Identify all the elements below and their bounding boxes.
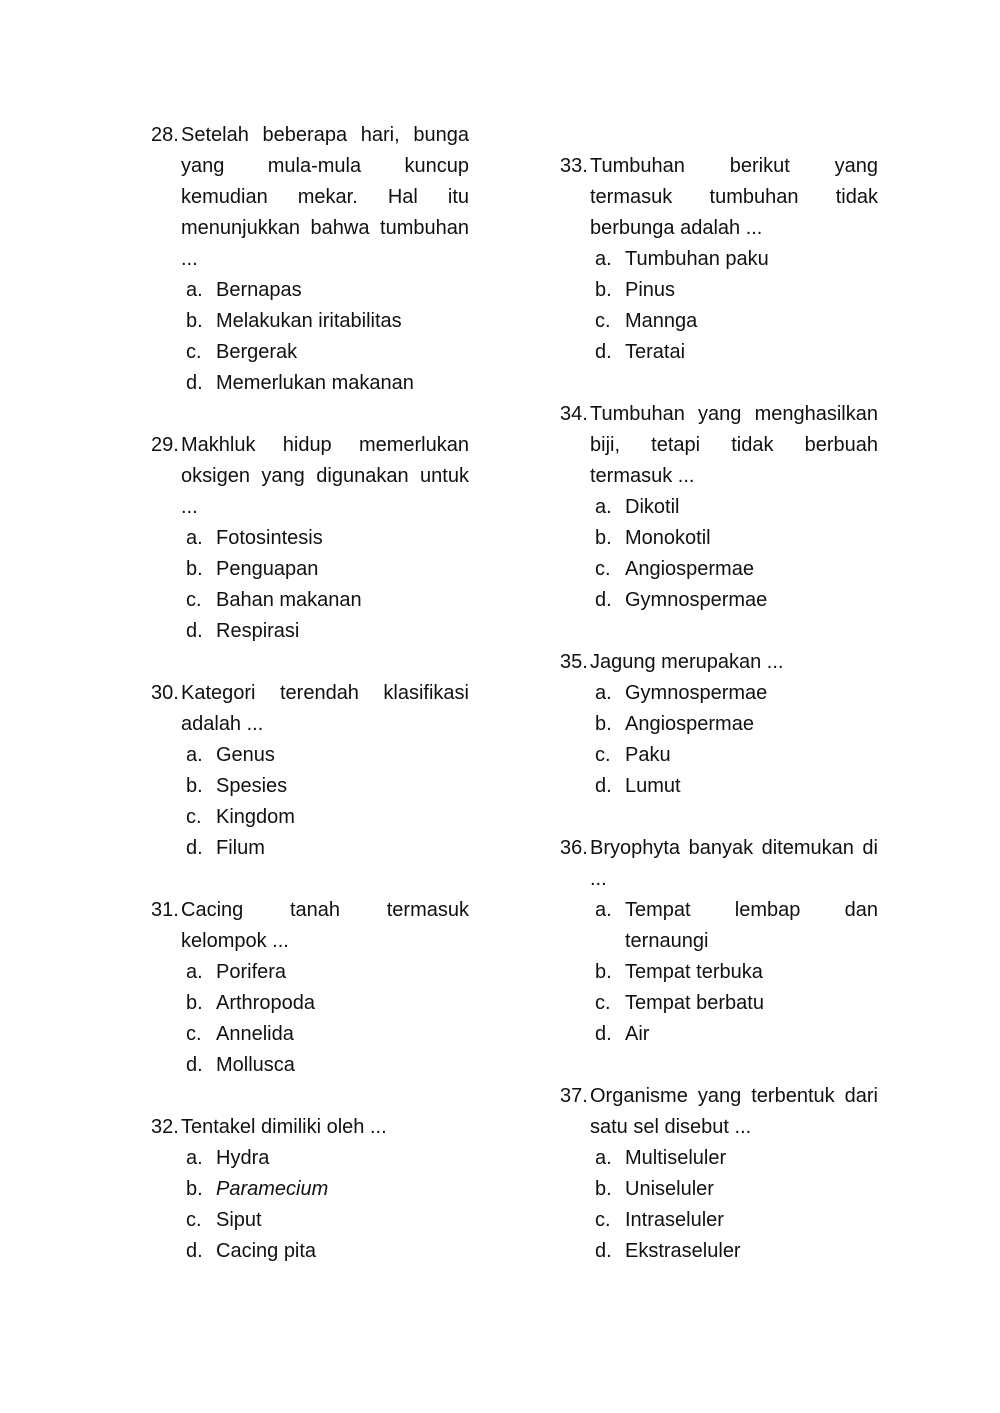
question-text: Bryophyta banyak ditemukan di ... <box>590 837 878 890</box>
question-text-row <box>560 833 878 895</box>
question-number: 33. <box>560 155 588 177</box>
question-text-row <box>151 678 469 740</box>
option-text: Mannga <box>625 310 698 332</box>
option-letter: a. <box>186 961 203 983</box>
question-number: 28. <box>151 124 179 146</box>
answer-option <box>595 275 878 306</box>
answer-option <box>186 988 469 1019</box>
answer-option <box>595 709 878 740</box>
answer-option <box>186 306 469 337</box>
option-letter: b. <box>186 1178 203 1200</box>
option-letter: d. <box>595 589 612 611</box>
question-text: Kategori terendah klasifikasi adalah ... <box>181 682 469 735</box>
option-letter: a. <box>186 279 203 301</box>
option-letter: b. <box>186 310 203 332</box>
option-text: Paramecium <box>216 1178 329 1200</box>
option-letter: a. <box>595 248 612 270</box>
option-text: Annelida <box>216 1023 294 1045</box>
answer-option <box>186 740 469 771</box>
answer-option <box>595 337 878 368</box>
option-letter: a. <box>595 1147 612 1169</box>
option-letter: b. <box>186 775 203 797</box>
answer-option <box>595 1143 878 1174</box>
option-text: Pinus <box>625 279 676 301</box>
option-list <box>560 678 878 802</box>
option-text: Arthropoda <box>216 992 315 1014</box>
question-text: Tumbuhan yang menghasilkan biji, tetapi tidak berbuah termasuk ... <box>590 403 878 487</box>
option-list <box>560 244 878 368</box>
option-letter: c. <box>595 310 611 332</box>
answer-option <box>595 678 878 709</box>
question-number: 29. <box>151 434 179 456</box>
option-letter: d. <box>186 837 203 859</box>
question-text: Jagung merupakan ... <box>590 651 784 673</box>
option-text: Mollusca <box>216 1054 295 1076</box>
answer-option <box>186 368 469 399</box>
answer-option <box>186 275 469 306</box>
option-text: Siput <box>216 1209 262 1231</box>
option-text: Tempat lembap dan ternaungi <box>625 899 878 952</box>
option-text: Air <box>625 1023 650 1045</box>
answer-option <box>595 306 878 337</box>
answer-option <box>186 1050 469 1081</box>
question-33 <box>560 151 878 368</box>
question-number: 35. <box>560 651 588 673</box>
answer-option <box>595 1019 878 1050</box>
answer-option <box>186 554 469 585</box>
option-list <box>151 957 469 1081</box>
answer-option <box>186 1236 469 1267</box>
option-letter: a. <box>595 682 612 704</box>
question-32 <box>151 1112 469 1267</box>
option-letter: a. <box>595 496 612 518</box>
option-letter: d. <box>595 775 612 797</box>
question-number: 36. <box>560 837 588 859</box>
option-letter: d. <box>595 1023 612 1045</box>
answer-option <box>186 616 469 647</box>
question-number: 31. <box>151 899 179 921</box>
question-text-row <box>560 151 878 244</box>
question-35 <box>560 647 878 802</box>
option-letter: d. <box>186 1240 203 1262</box>
option-letter: c. <box>595 744 611 766</box>
option-text: Genus <box>216 744 275 766</box>
question-text: Organisme yang terbentuk dari satu sel disebut ... <box>590 1085 878 1138</box>
option-list <box>151 523 469 647</box>
option-letter: b. <box>595 1178 612 1200</box>
option-text: Respirasi <box>216 620 300 642</box>
option-list <box>560 895 878 1050</box>
question-31 <box>151 895 469 1081</box>
question-30 <box>151 678 469 864</box>
option-letter: c. <box>186 341 202 363</box>
option-text: Uniseluler <box>625 1178 714 1200</box>
option-letter: b. <box>595 713 612 735</box>
option-list <box>560 1143 878 1267</box>
right-column <box>560 151 878 1298</box>
option-letter: b. <box>595 279 612 301</box>
option-list <box>151 1143 469 1267</box>
question-number: 34. <box>560 403 588 425</box>
answer-option <box>595 554 878 585</box>
option-letter: c. <box>186 1023 202 1045</box>
answer-option <box>186 802 469 833</box>
option-letter: c. <box>186 806 202 828</box>
option-letter: d. <box>595 1240 612 1262</box>
option-text: Memerlukan makanan <box>216 372 414 394</box>
option-text: Filum <box>216 837 265 859</box>
option-text: Tumbuhan paku <box>625 248 769 270</box>
option-text: Spesies <box>216 775 288 797</box>
option-letter: a. <box>186 744 203 766</box>
option-text: Kingdom <box>216 806 295 828</box>
option-text: Monokotil <box>625 527 711 549</box>
option-text: Intraseluler <box>625 1209 724 1231</box>
answer-option <box>186 1205 469 1236</box>
question-text-row <box>151 895 469 957</box>
option-letter: d. <box>186 1054 203 1076</box>
question-text-row <box>560 647 878 678</box>
answer-option <box>595 1236 878 1267</box>
answer-option <box>186 523 469 554</box>
option-text: Gymnospermae <box>625 682 768 704</box>
option-text: Bernapas <box>216 279 302 301</box>
option-letter: c. <box>186 589 202 611</box>
option-letter: d. <box>186 620 203 642</box>
option-text: Ekstraseluler <box>625 1240 741 1262</box>
answer-option <box>595 957 878 988</box>
answer-option <box>186 1019 469 1050</box>
option-letter: c. <box>595 558 611 580</box>
question-number: 37. <box>560 1085 588 1107</box>
option-letter: c. <box>595 992 611 1014</box>
answer-option <box>186 585 469 616</box>
answer-option <box>595 771 878 802</box>
option-list <box>560 492 878 616</box>
answer-option <box>186 1143 469 1174</box>
option-letter: d. <box>186 372 203 394</box>
option-text: Gymnospermae <box>625 589 768 611</box>
question-number: 30. <box>151 682 179 704</box>
question-text-row <box>151 120 469 275</box>
option-letter: a. <box>186 1147 203 1169</box>
question-37 <box>560 1081 878 1267</box>
option-letter: d. <box>595 341 612 363</box>
option-text: Tempat terbuka <box>625 961 763 983</box>
answer-option <box>186 957 469 988</box>
option-text: Bergerak <box>216 341 298 363</box>
question-text-row <box>560 399 878 492</box>
option-text: Tempat berbatu <box>625 992 764 1014</box>
option-text: Hydra <box>216 1147 270 1169</box>
answer-option <box>186 337 469 368</box>
answer-option <box>595 523 878 554</box>
question-text: Tumbuhan berikut yang termasuk tumbuhan tidak berbunga adalah ... <box>590 155 878 239</box>
question-34 <box>560 399 878 616</box>
option-text: Bahan makanan <box>216 589 362 611</box>
answer-option <box>186 833 469 864</box>
question-text: Makhluk hidup memerlukan oksigen yang digunakan untuk ... <box>181 434 469 518</box>
option-text: Paku <box>625 744 671 766</box>
option-letter: a. <box>186 527 203 549</box>
option-text: Porifera <box>216 961 287 983</box>
option-text: Lumut <box>625 775 681 797</box>
question-28 <box>151 120 469 399</box>
answer-option <box>595 585 878 616</box>
answer-option <box>595 740 878 771</box>
option-text: Melakukan iritabilitas <box>216 310 402 332</box>
option-text: Multiseluler <box>625 1147 727 1169</box>
question-text: Cacing tanah termasuk kelompok ... <box>181 899 469 952</box>
option-text: Dikotil <box>625 496 680 518</box>
option-letter: b. <box>595 527 612 549</box>
option-text: Fotosintesis <box>216 527 323 549</box>
question-text-row <box>151 1112 469 1143</box>
option-list <box>151 740 469 864</box>
answer-option <box>186 1174 469 1205</box>
answer-option <box>595 1174 878 1205</box>
answer-option <box>186 771 469 802</box>
question-29 <box>151 430 469 647</box>
option-text: Cacing pita <box>216 1240 317 1262</box>
question-text: Setelah beberapa hari, bunga yang mula-mula kuncup kemudian mekar. Hal itu menunjukkan bahwa tumbuhan ... <box>181 124 469 270</box>
option-letter: c. <box>595 1209 611 1231</box>
answer-option <box>595 895 878 957</box>
answer-option <box>595 1205 878 1236</box>
option-text: Angiospermae <box>625 713 754 735</box>
option-letter: a. <box>595 899 612 921</box>
option-letter: c. <box>186 1209 202 1231</box>
option-text: Teratai <box>625 341 686 363</box>
option-letter: b. <box>186 992 203 1014</box>
option-letter: b. <box>186 558 203 580</box>
option-letter: b. <box>595 961 612 983</box>
answer-option <box>595 244 878 275</box>
option-list <box>151 275 469 399</box>
answer-option <box>595 988 878 1019</box>
option-text: Angiospermae <box>625 558 754 580</box>
question-number: 32. <box>151 1116 179 1138</box>
answer-option <box>595 492 878 523</box>
left-column <box>151 120 469 1298</box>
option-text: Penguapan <box>216 558 319 580</box>
question-text-row <box>151 430 469 523</box>
question-text-row <box>560 1081 878 1143</box>
question-36 <box>560 833 878 1050</box>
question-text: Tentakel dimiliki oleh ... <box>181 1116 387 1138</box>
